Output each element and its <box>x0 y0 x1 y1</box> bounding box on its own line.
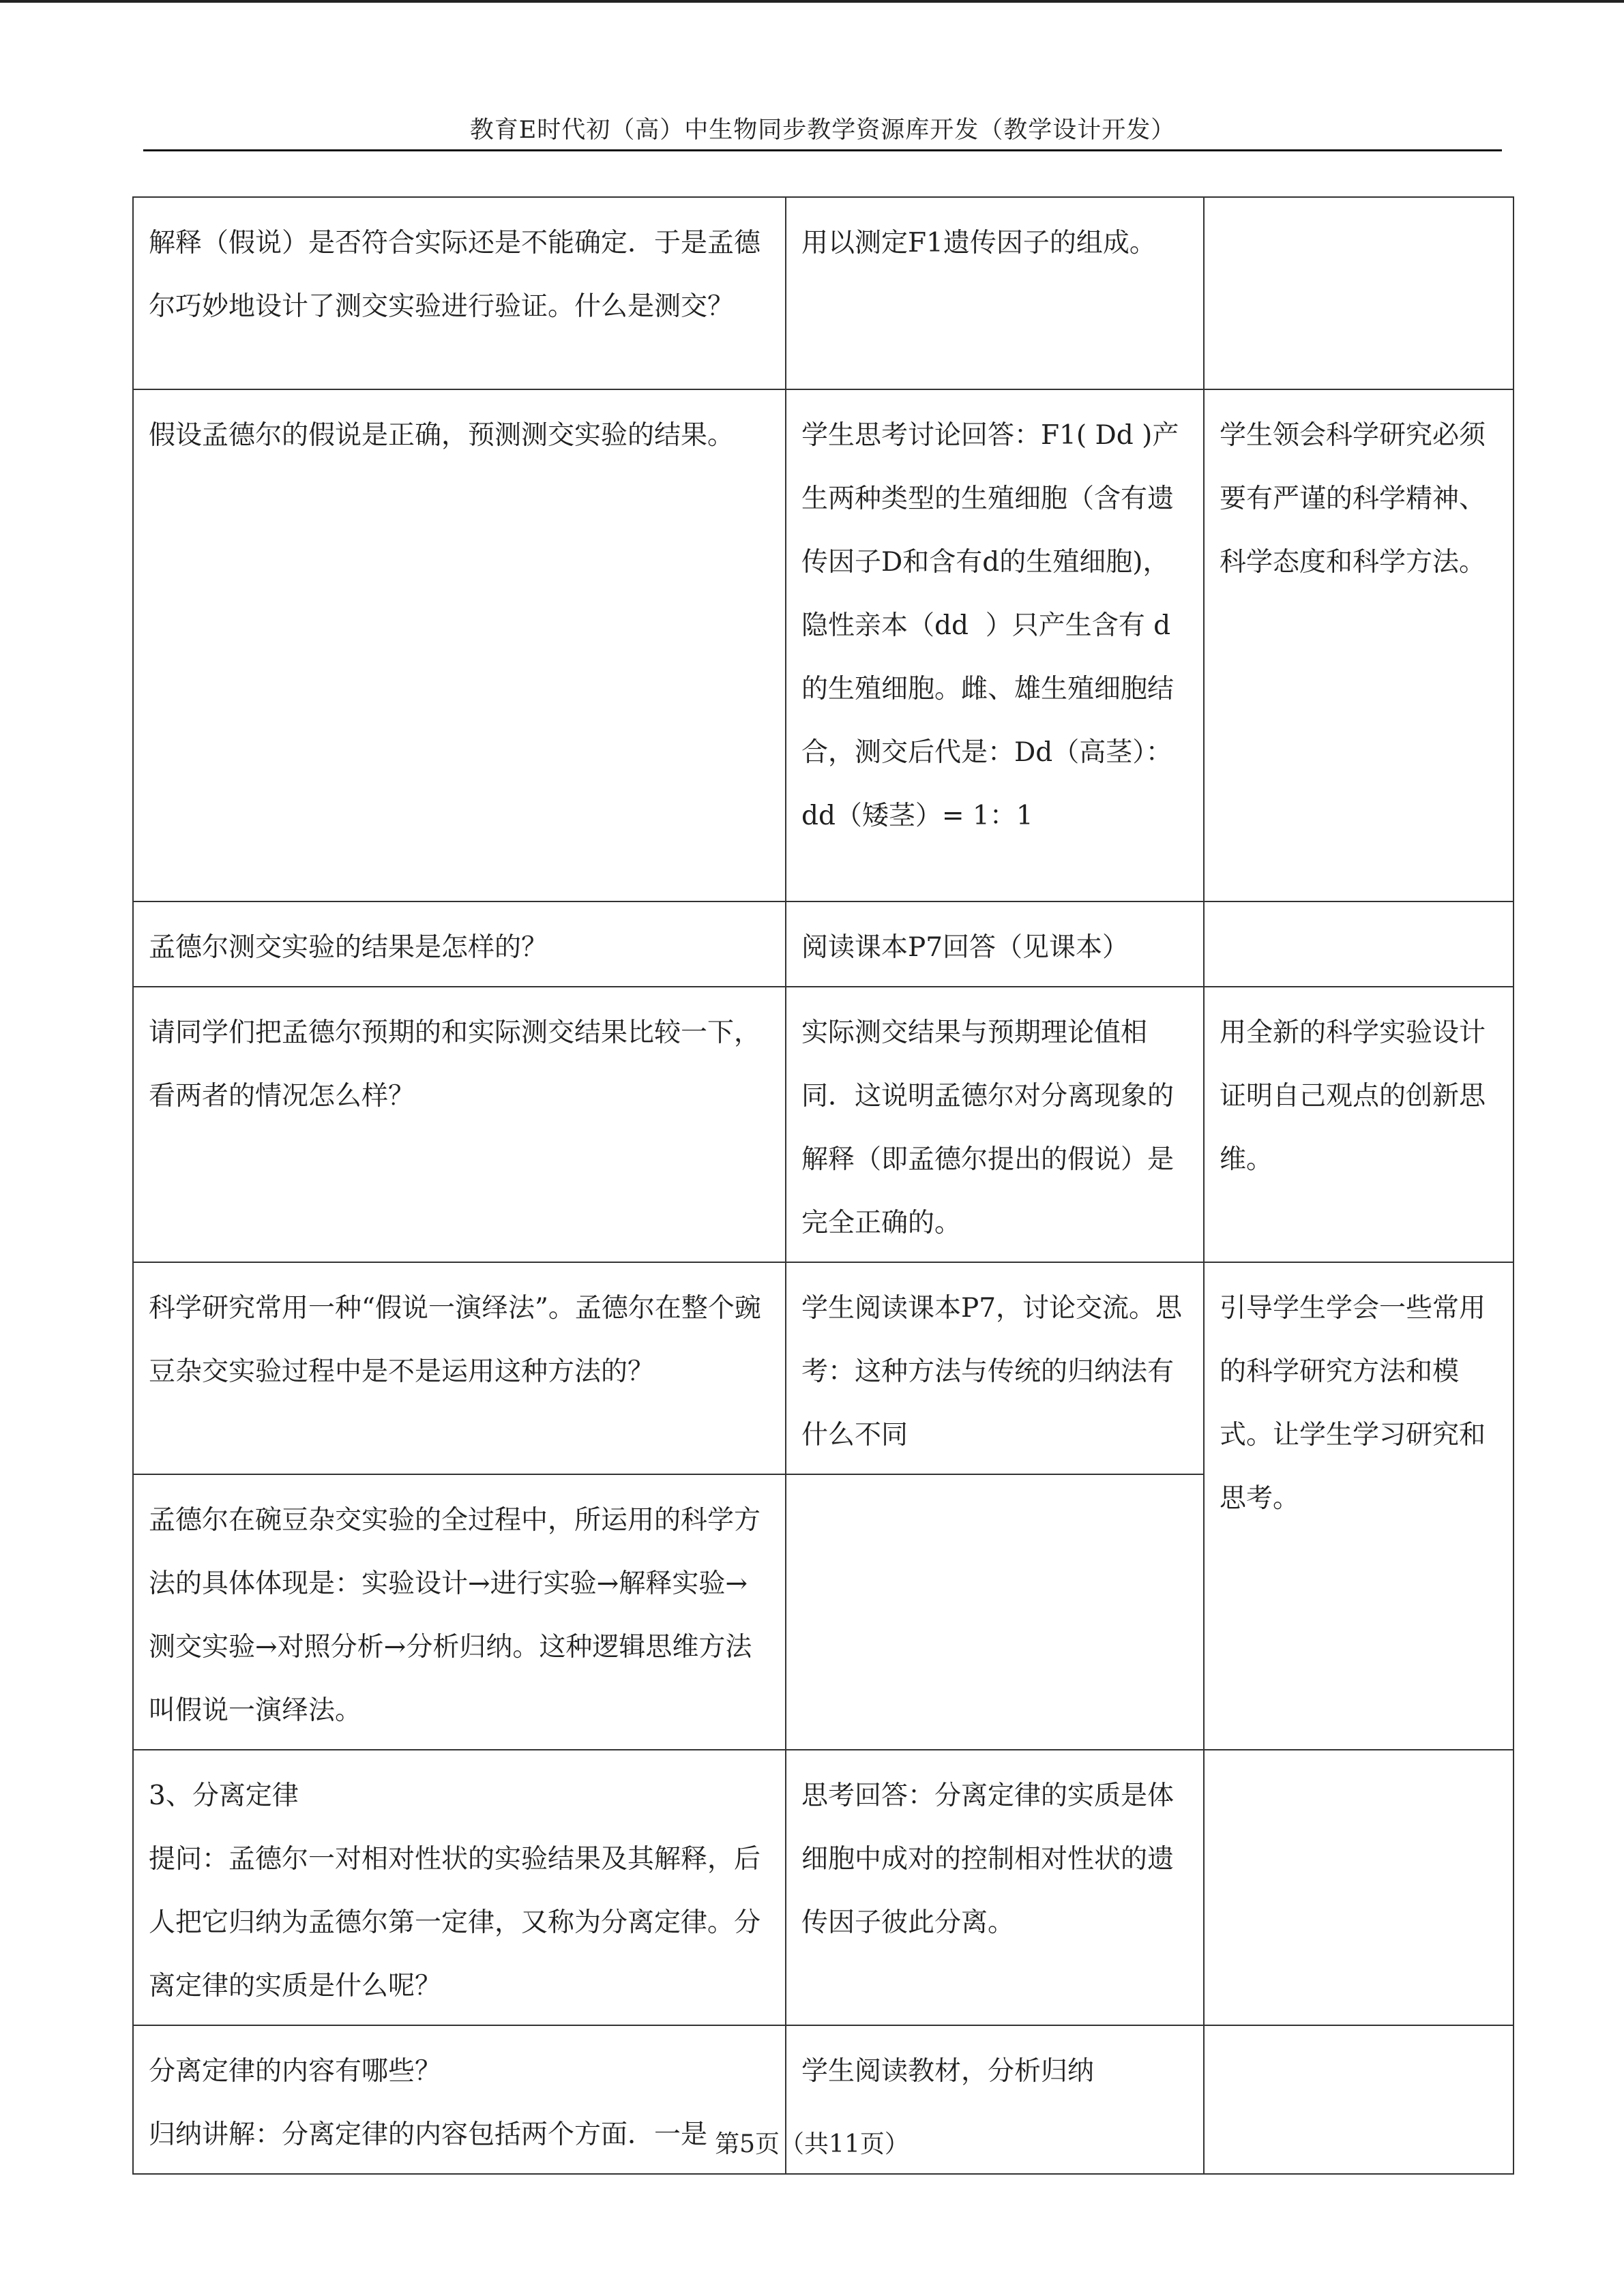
student-activity-cell <box>786 1262 1204 1474</box>
student-activity-cell <box>786 987 1204 1262</box>
student-activity-text: 实际测交结果与预期理论值相同．这说明孟德尔对分离现象的解释（即孟德尔提出的假说）是完全正确的。 <box>801 1017 1175 1238</box>
student-activity-text: 用以测定F1遗传因子的组成。 <box>801 228 1156 258</box>
teacher-activity-cell <box>133 901 786 987</box>
page-header-title: 教育E时代初（高）中生物同步教学资源库开发（教学设计开发） <box>469 117 1176 144</box>
design-intent-text: 用全新的科学实验设计证明自己观点的创新思维。 <box>1220 1017 1486 1175</box>
student-activity-cell <box>786 389 1204 901</box>
teacher-activity-cell <box>133 197 786 389</box>
student-activity-text: 思考回答：分离定律的实质是体细胞中成对的控制相对性状的遗传因子彼此分离。 <box>801 1780 1175 1938</box>
top-border-line <box>0 0 1624 3</box>
teacher-activity-cell <box>133 987 786 1262</box>
student-activity-text: 学生阅读教材，分析归纳 <box>801 2056 1095 2087</box>
teacher-activity-cell <box>133 1750 786 2025</box>
header-divider <box>143 149 1502 151</box>
table-row <box>133 389 1514 901</box>
table-row <box>133 197 1514 389</box>
student-activity-text: 学生阅读课本P7，讨论交流。思考：这种方法与传统的归纳法有什么不同 <box>801 1293 1183 1450</box>
page-number-footer: 第5页（共11页） <box>715 2130 909 2158</box>
teacher-activity-text: 孟德尔在碗豆杂交实验的全过程中，所运用的科学方法的具体体现是：实验设计→进行实验→解释实验→测交实验→对照分析→分析归纳。这种逻辑思维方法叫假说一演绎法。 <box>149 1505 761 1726</box>
table-row <box>133 901 1514 987</box>
table-row <box>133 1262 1514 1474</box>
student-activity-text: 阅读课本P7回答（见课本） <box>801 932 1130 963</box>
student-activity-cell <box>786 197 1204 389</box>
design-intent-cell <box>1204 1750 1514 2025</box>
design-intent-cell <box>1204 987 1514 1262</box>
design-intent-text: 学生领会科学研究必须要有严谨的科学精神、科学态度和科学方法。 <box>1220 420 1486 578</box>
student-activity-text: 学生思考讨论回答：F1( Dd )产生两种类型的生殖细胞（含有遗传因子D和含有d的生殖细胞)，隐性亲本（dd ）只产生含有 d 的生殖细胞。雌、雄生殖细胞结合，测交后代是：Dd（高茎）：dd（矮茎）= 1：1 <box>801 420 1179 831</box>
table-row <box>133 987 1514 1262</box>
design-intent-cell <box>1204 901 1514 987</box>
teacher-activity-text: 假设孟德尔的假说是正确，预测测交实验的结果。 <box>149 420 735 451</box>
lesson-plan-table <box>132 196 1514 2175</box>
design-intent-cell <box>1204 197 1514 389</box>
design-intent-cell <box>1204 1262 1514 1750</box>
teacher-activity-cell <box>133 389 786 901</box>
teacher-activity-text: 分离定律的内容有哪些？ <box>149 2056 442 2087</box>
student-activity-cell <box>786 1474 1204 1750</box>
teacher-activity-text: 归纳讲解：分离定律的内容包括两个方面．一是 <box>149 2119 708 2150</box>
section-heading: 3、分离定律 <box>149 1780 299 1811</box>
student-activity-cell <box>786 1750 1204 2025</box>
student-activity-cell <box>786 901 1204 987</box>
teacher-activity-text: 请同学们把孟德尔预期的和实际测交结果比较一下，看两者的情况怎么样？ <box>149 1017 761 1112</box>
teacher-activity-text: 解释（假说）是否符合实际还是不能确定．于是孟德尔巧妙地设计了测交实验进行验证。什么是测交？ <box>149 228 761 322</box>
teacher-activity-text: 孟德尔测交实验的结果是怎样的？ <box>149 932 548 963</box>
teacher-activity-text: 科学研究常用一种“假说一演绎法”。孟德尔在整个豌豆杂交实验过程中是不是运用这种方法的？ <box>149 1293 761 1387</box>
teacher-activity-text: 提问：孟德尔一对相对性状的实验结果及其解释，后人把它归纳为孟德尔第一定律，又称为分离定律。分离定律的实质是什么呢？ <box>149 1844 761 2001</box>
teacher-activity-cell <box>133 1262 786 1474</box>
design-intent-text: 引导学生学会一些常用的科学研究方法和模式。让学生学习研究和思考。 <box>1220 1293 1486 1514</box>
table-row <box>133 1750 1514 2025</box>
design-intent-cell <box>1204 389 1514 901</box>
teacher-activity-cell <box>133 1474 786 1750</box>
